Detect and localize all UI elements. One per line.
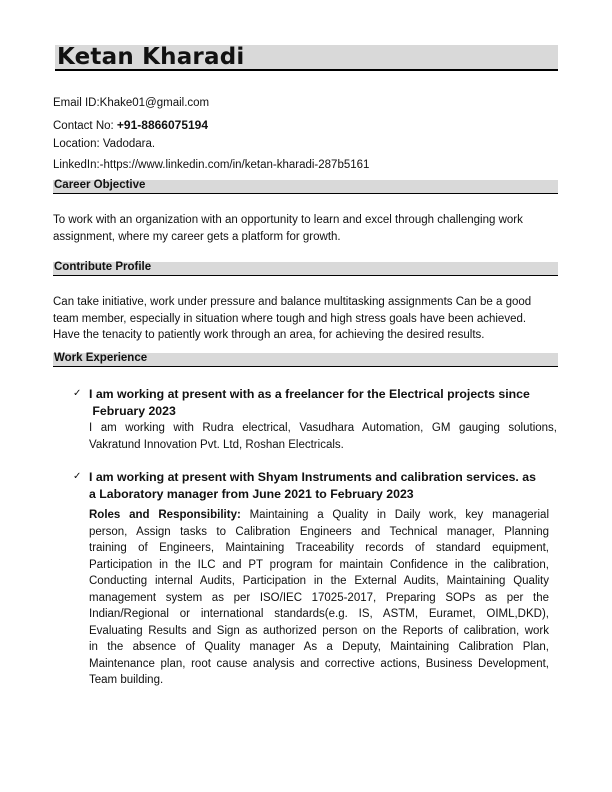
text-line: Vakratund Innovation Pvt. Ltd, Roshan Electricals. [89,438,344,451]
text-line: Participation in the ILC and PT program for maintain Confidence in the calibration, [89,558,549,571]
text-line: person, Assign tasks to Calibration Engineers and Technical manager, Planning [89,525,549,538]
phone-label: Contact No: [53,120,117,132]
section-header-career-objective [53,180,558,194]
text-line: assignment, where my career gets a platform for growth. [53,230,341,243]
job-responsibilities [89,507,549,689]
job-heading [89,469,559,503]
text-line: Evaluating Results and Sign as authorized person on the Reports of calibration, work [89,624,549,637]
section-title: Contribute Profile [54,261,152,273]
phone-value: +91-8866075194 [116,118,209,132]
career-objective-text [53,212,558,245]
text-line: Indian/Regional or international standards(e.g. IS, ASTM, Euramet, OIML,DKD), [89,608,549,620]
location-line: Location: Vadodara. [53,138,156,150]
linkedin-line[interactable]: LinkedIn:-https://www.linkedin.com/in/ketan-kharadi-287b5161 [53,159,370,171]
text-line: To work with an organization with an opportunity to learn and excel through challenging work [53,214,523,226]
text-line: Have the tenacity to patiently work through an area, for achieving the desired results. [53,329,485,341]
heading-line: a Laboratory manager from June 2021 to February 2023 [89,487,414,501]
section-header-work-experience [53,353,558,367]
email-label: Email ID: [53,97,100,109]
heading-line: I am working at present with as a freelancer for the Electrical projects since [89,387,530,401]
email-value[interactable]: Khake01@gmail.com [99,97,210,109]
text-line: team member, especially in situation where tough and high stress goals have been achieved. [53,312,527,325]
text-line: in the absence of Quality manager As a Deputy, Maintaining Calibration Plan, [89,641,549,653]
text-line: I am working with Rudra electrical, Vasudhara Automation, GM gauging solutions, [89,422,557,434]
email-line [53,97,209,109]
text-line: management system as per ISO/IEC 17025-2017, Preparing SOPs as per the [89,591,549,604]
candidate-name: Ketan Kharadi [57,44,245,70]
check-bullet-icon: ✓ [73,388,82,399]
heading-line: February 2023 [89,404,176,418]
section-title: Work Experience [54,352,148,364]
roles-label: Roles and Responsibility: [89,509,241,521]
section-header-contribute-profile [53,262,558,276]
name-banner [55,45,558,71]
job-heading [89,386,559,420]
text-line: training of Engineers, Maintaining Traceability records of standard equipment, [89,542,549,554]
text-line: Maintaining a Quality in Daily work, key managerial [240,509,549,521]
text-line: Can take initiative, work under pressure and balance multitasking assignments Can be a good [53,296,532,308]
phone-line [53,118,208,132]
job-description [89,420,557,453]
text-line: Team building. [89,674,164,686]
check-bullet-icon: ✓ [73,471,82,482]
contribute-profile-text [53,294,558,344]
text-line: Conducting internal Audits, Participation in the External Audits, Maintaining Quality [89,575,549,587]
text-line: Maintenance plan, root cause analysis and corrective actions, Business Development, [89,657,549,670]
section-title: Career Objective [54,179,146,191]
heading-line: I am working at present with Shyam Instruments and calibration services. as [89,470,536,484]
